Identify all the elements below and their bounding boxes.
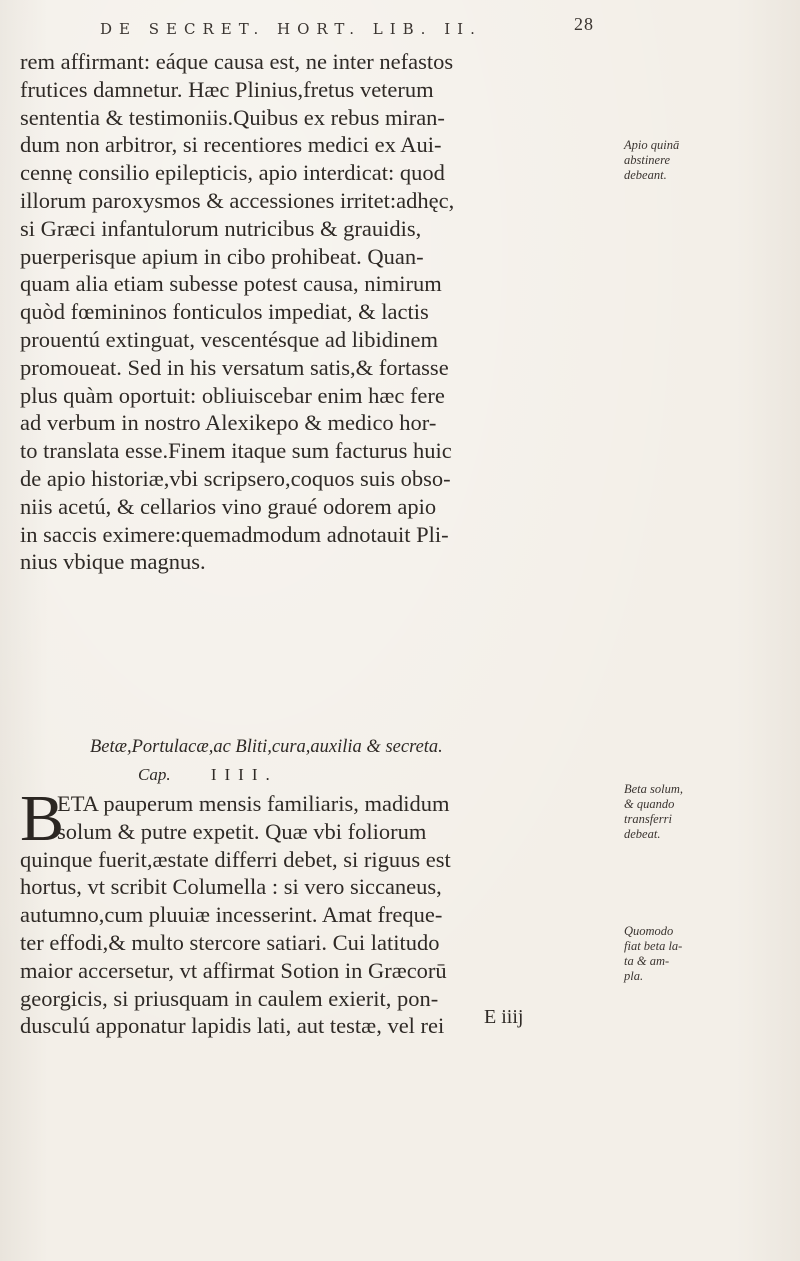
margin-note-line: Quomodo xyxy=(624,924,674,938)
chapter-title: Betæ,Portulacæ,ac Bliti,cura,auxilia & secreta. xyxy=(90,737,443,757)
text-line: in saccis eximere:quemadmodum adnotauit Pli- xyxy=(20,521,449,547)
text-line: frutices damnetur. Hæc Plinius,fretus veterum xyxy=(20,76,434,102)
margin-note-line: debeant. xyxy=(624,168,667,182)
text-line: nius vbique magnus. xyxy=(20,549,206,575)
text-line: sententia & testimoniis.Quibus ex rebus miran- xyxy=(20,104,445,130)
text-line: promoueat. Sed in his versatum satis,& fortasse xyxy=(20,354,449,380)
beta-paragraph xyxy=(20,782,615,1040)
text-line: cennę consilio epilepticis, apio interdicat: quod xyxy=(20,160,445,186)
signature-mark: E iiij xyxy=(484,1006,524,1028)
page-number: 28 xyxy=(574,14,594,34)
margin-note-line: Apio quinā xyxy=(624,138,680,152)
text-line: ad verbum in nostro Alexikepo & medico hor- xyxy=(20,410,437,436)
main-paragraph xyxy=(20,48,610,576)
margin-note-line: ta & am- xyxy=(624,954,670,968)
text-line: si Græci infantulorum nutricibus & grauidis, xyxy=(20,215,422,241)
text-line: autumno,cum pluuiæ incesserint. Amat freque- xyxy=(20,902,443,928)
chapter-cap-label: Cap. xyxy=(138,765,171,784)
running-head: DE SECRET. HORT. LIB. II. xyxy=(100,20,482,38)
text-line: puerperisque apium in cibo prohibeat. Quan- xyxy=(20,243,424,269)
text-line: to translata esse.Finem itaque sum facturus huic xyxy=(20,438,452,464)
text-line: maior accersetur, vt affirmat Sotion in Græcorū xyxy=(20,957,447,983)
margin-note-apio xyxy=(624,138,679,183)
margin-note-line: fiat beta la- xyxy=(624,939,683,953)
text-line: hortus, vt scribit Columella : si vero siccaneus, xyxy=(20,874,442,900)
text-line: illorum paroxysmos & accessiones irritet:adhęc, xyxy=(20,187,455,213)
margin-note-line: abstinere xyxy=(624,153,671,167)
chapter-roman-numeral: IIII. xyxy=(210,765,278,784)
text-line: ter effodi,& multo stercore satiari. Cui latitudo xyxy=(20,929,440,955)
text-line: ETA pauperum mensis familiaris, madidum xyxy=(57,791,450,816)
text-line: quam alia etiam subesse potest causa, nimirum xyxy=(20,271,442,297)
margin-note-line: Beta solum, xyxy=(624,782,684,796)
text-line: quòd fœmininos fonticulos impediat, & lactis xyxy=(20,299,429,325)
margin-note-quomodo xyxy=(624,924,682,984)
text-line: dusculú apponatur lapidis lati, aut testæ, vel rei xyxy=(20,1013,445,1039)
margin-note-beta-solum xyxy=(624,782,683,842)
margin-note-line: & quando xyxy=(624,797,675,811)
margin-note-line: transferri xyxy=(624,812,672,826)
text-line: plus quàm oportuit: obliuiscebar enim hæc fere xyxy=(20,382,445,408)
text-line: georgicis, si priusquam in caulem exierit, pon- xyxy=(20,985,439,1011)
text-line: de apio historiæ,vbi scripsero,coquos suis obso- xyxy=(20,465,451,491)
text-line: prouentú extinguat, vescentésque ad libidinem xyxy=(20,326,439,352)
text-line: quinque fuerit,æstate differri debet, si riguus est xyxy=(20,846,451,872)
text-line: rem affirmant: eáque causa est, ne inter nefastos xyxy=(20,49,454,74)
text-line: niis acetú, & cellarios vino graué odorem apio xyxy=(20,493,437,519)
margin-note-line: debeat. xyxy=(624,827,661,841)
chapter-number xyxy=(138,765,278,785)
drop-cap-initial: B xyxy=(20,782,65,855)
text-line: solum & putre expetit. Quæ vbi foliorum xyxy=(57,818,427,844)
text-line: dum non arbitror, si recentiores medici ex Aui- xyxy=(20,132,442,158)
margin-note-line: pla. xyxy=(624,969,644,983)
